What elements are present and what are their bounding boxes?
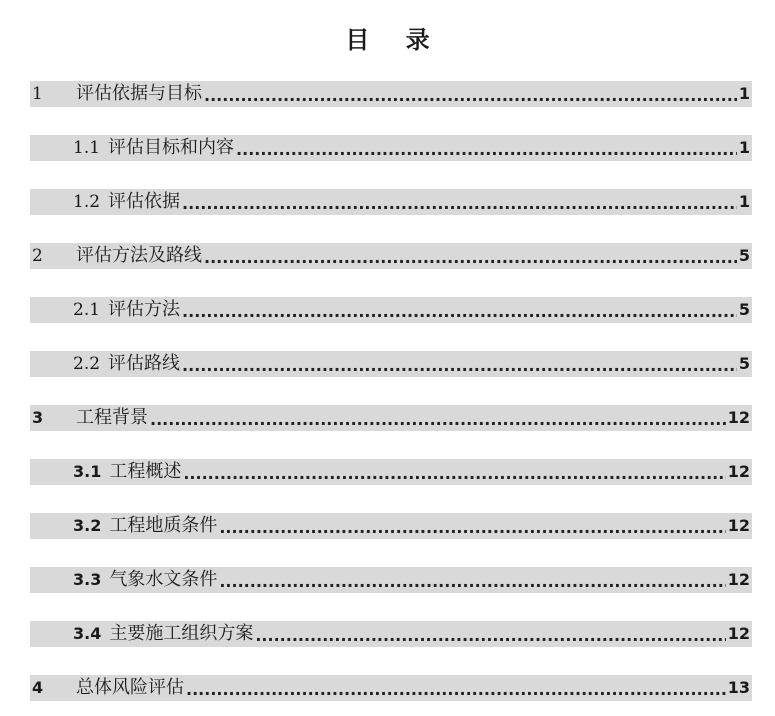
toc-entry[interactable] [30, 135, 752, 161]
toc-entry-number: 1.1 [73, 138, 101, 158]
toc-entry-page: 5 [738, 246, 750, 265]
toc-entry[interactable] [30, 81, 752, 107]
toc-entry[interactable] [30, 405, 752, 431]
toc-entry-page: 5 [738, 354, 750, 373]
toc-entry-number: 3 [32, 408, 44, 427]
toc-entry-page: 12 [727, 516, 750, 535]
toc-leader-dots [186, 682, 726, 698]
toc-entry-title: 工程概述 [109, 461, 182, 482]
toc-entry-title: 评估方法及路线 [76, 245, 202, 266]
toc-leader-dots [219, 520, 725, 536]
toc-entry[interactable] [30, 243, 752, 269]
toc-leader-dots [150, 412, 726, 428]
toc-entry-title: 主要施工组织方案 [109, 623, 254, 644]
toc-entry[interactable] [30, 621, 752, 647]
toc-entry-number: 4 [32, 678, 44, 697]
toc-entry[interactable] [30, 513, 752, 539]
toc-leader-dots [236, 142, 737, 158]
toc-entry-number: 1.2 [73, 192, 101, 212]
toc-entry[interactable] [30, 459, 752, 485]
toc-leader-dots [204, 88, 737, 104]
toc-entry-number: 3.2 [73, 516, 102, 535]
toc-entry-title: 评估方法 [108, 299, 181, 320]
toc-entry-title: 评估依据 [108, 191, 181, 212]
toc-entry-page: 12 [727, 570, 750, 589]
toc-leader-dots [182, 304, 737, 320]
toc-entry-page: 5 [738, 300, 750, 319]
toc-entry-number: 3.3 [73, 570, 102, 589]
toc-entry-number: 2 [32, 246, 43, 266]
toc-entry[interactable] [30, 567, 752, 593]
toc-entry[interactable] [30, 297, 752, 323]
toc-entry-title: 评估路线 [108, 353, 181, 374]
toc-entry[interactable] [30, 351, 752, 377]
toc-entry-page: 12 [727, 408, 750, 427]
toc-entry[interactable] [30, 675, 752, 701]
toc-entry-page: 1 [738, 192, 750, 211]
toc-leader-dots [182, 358, 737, 374]
toc-leader-dots [182, 196, 737, 212]
toc-leader-dots [183, 466, 725, 482]
toc-leader-dots [204, 250, 737, 266]
toc-leader-dots [255, 628, 725, 644]
toc-title: 目 录 [345, 26, 444, 54]
toc-entry-number: 3.4 [73, 624, 102, 643]
toc-entry-number: 2.1 [73, 300, 101, 320]
toc-entry-number: 1 [32, 84, 43, 104]
toc-entry-page: 1 [738, 84, 750, 103]
toc-entry-title: 工程背景 [76, 407, 148, 428]
toc-entry-page: 12 [727, 462, 750, 481]
toc-entry-title: 气象水文条件 [109, 569, 218, 590]
toc-entry-title: 工程地质条件 [109, 515, 218, 536]
toc-entry-page: 1 [738, 138, 750, 157]
toc-entry-number: 3.1 [73, 462, 102, 481]
toc-entry-page: 12 [727, 624, 750, 643]
toc-entry[interactable] [30, 189, 752, 215]
toc-entry-page: 13 [727, 678, 750, 697]
toc-entry-title: 评估依据与目标 [76, 83, 202, 104]
toc-entry-title: 评估目标和内容 [108, 137, 235, 158]
toc-entry-title: 总体风险评估 [76, 677, 184, 698]
toc-leader-dots [219, 574, 725, 590]
toc-entry-number: 2.2 [73, 354, 101, 374]
